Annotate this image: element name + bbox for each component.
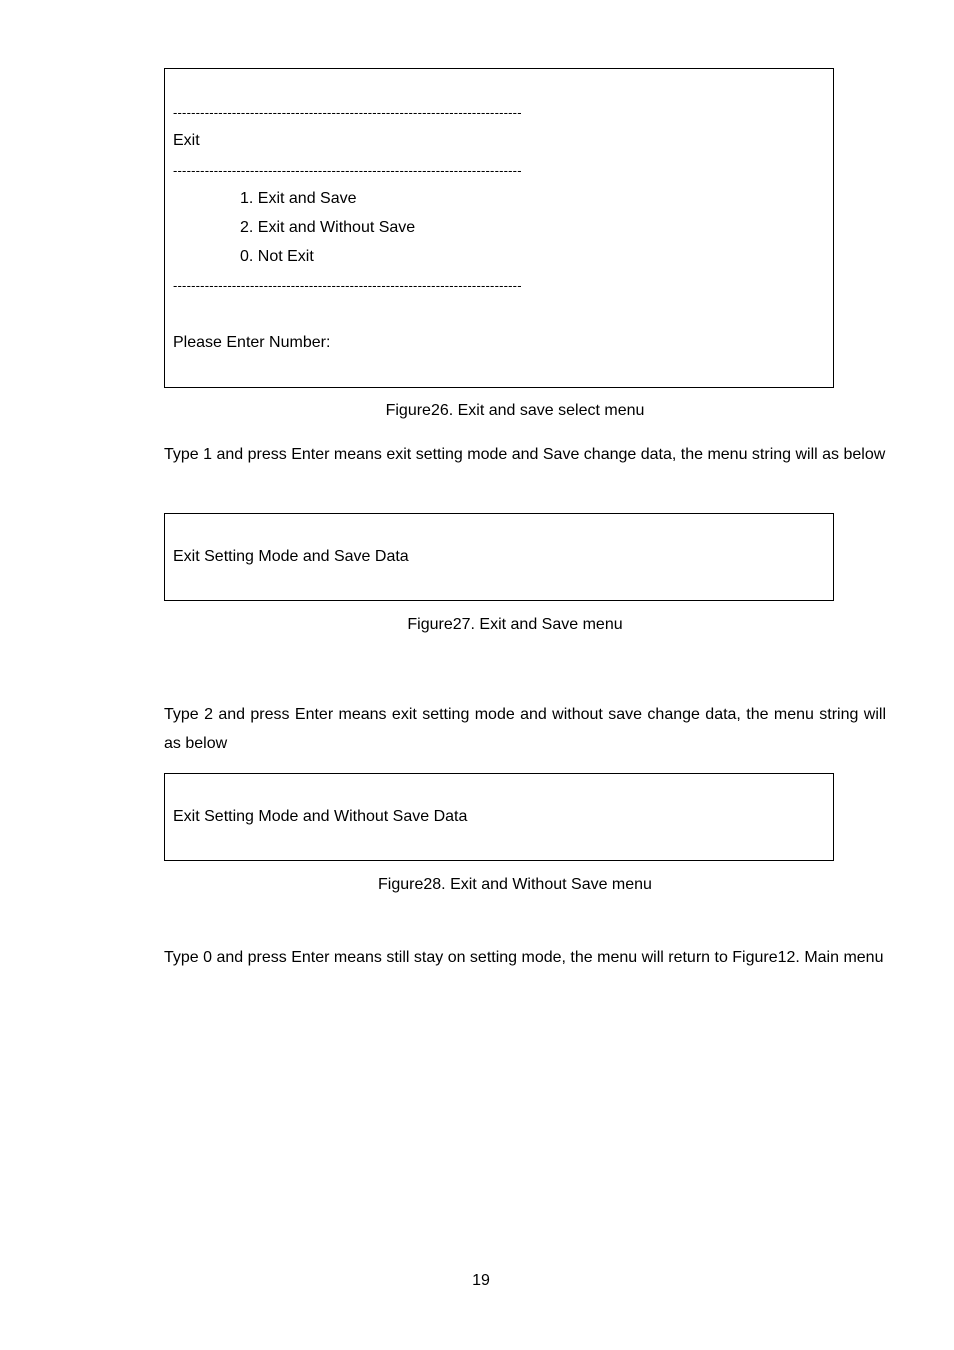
figure-caption: Figure28. Exit and Without Save menu [378, 876, 652, 893]
paragraph-type-1: Type 1 and press Enter means exit setting mode and Save change data, the menu string will as below [164, 446, 886, 463]
figure-caption: Figure27. Exit and Save menu [407, 616, 623, 633]
menu-option-not-exit: 0. Not Exit [240, 248, 314, 265]
separator-line: ----------------------------------------------------------------------------- [173, 105, 522, 120]
separator-line: ----------------------------------------------------------------------------- [173, 163, 522, 178]
box-text: Exit Setting Mode and Save Data [173, 548, 409, 565]
menu-title: Exit [173, 132, 200, 149]
menu-option-exit-and-save: 1. Exit and Save [240, 190, 357, 207]
exit-menu-box [164, 68, 834, 388]
box-text: Exit Setting Mode and Without Save Data [173, 808, 468, 825]
prompt-text: Please Enter Number: [173, 334, 331, 351]
paragraph-type-2: Type 2 and press Enter means exit setting mode and without save change data, the menu string will as below [164, 706, 886, 752]
figure-caption: Figure26. Exit and save select menu [385, 402, 645, 419]
separator-line: ----------------------------------------------------------------------------- [173, 278, 522, 293]
exit-save-box [164, 513, 834, 601]
page-number: 19 [472, 1272, 490, 1289]
menu-option-exit-without-save: 2. Exit and Without Save [240, 219, 416, 236]
exit-without-save-box [164, 773, 834, 861]
paragraph-type-0: Type 0 and press Enter means still stay on setting mode, the menu will return to Figure12. Main menu [164, 949, 884, 966]
